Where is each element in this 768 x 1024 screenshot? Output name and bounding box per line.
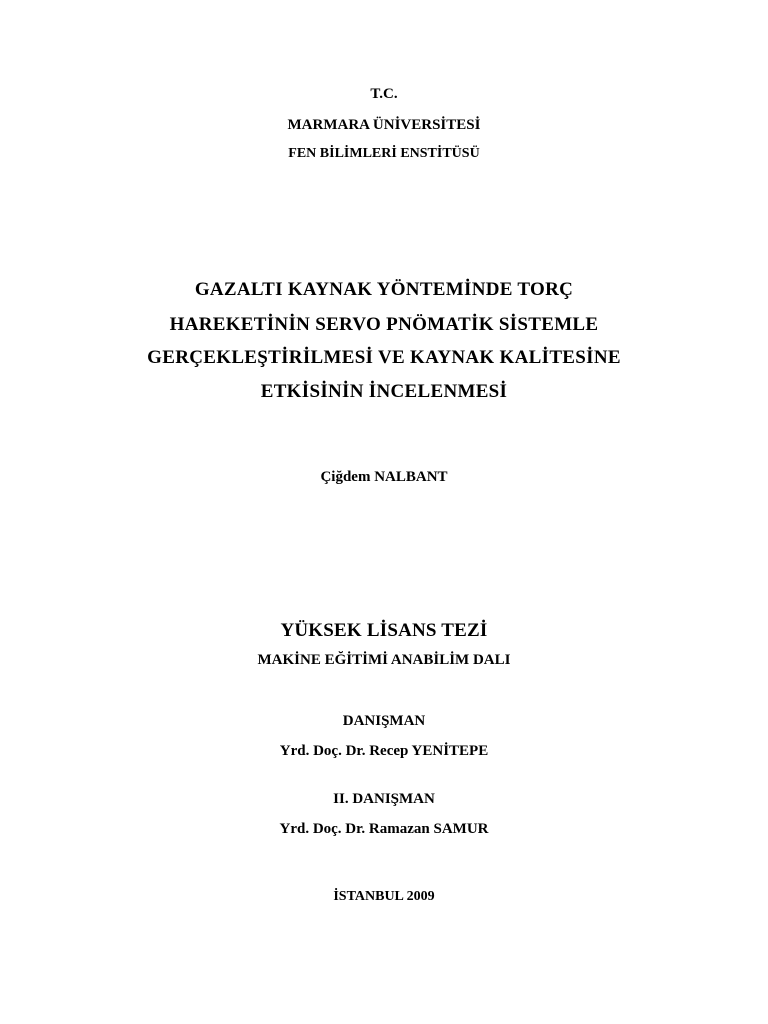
city-and-year: İSTANBUL 2009	[333, 889, 435, 904]
department-name: MAKİNE EĞİTİMİ ANABİLİM DALI	[257, 652, 511, 668]
thesis-title-line-3: GERÇEKLEŞTİRİLMESİ VE KAYNAK KALİTESİNE	[147, 347, 621, 368]
advisor-label: DANIŞMAN	[342, 713, 426, 729]
country-label: T.C.	[370, 86, 398, 102]
thesis-title-line-1: GAZALTI KAYNAK YÖNTEMİNDE TORÇ	[194, 279, 574, 300]
thesis-title-line-2: HAREKETİNİN SERVO PNÖMATİK SİSTEMLE	[169, 314, 599, 335]
second-advisor-label: II. DANIŞMAN	[333, 791, 435, 807]
thesis-title-line-4: ETKİSİNİN İNCELENMESİ	[260, 381, 508, 402]
advisor-name: Yrd. Doç. Dr. Recep YENİTEPE	[279, 743, 489, 759]
university-name: MARMARA ÜNİVERSİTESİ	[287, 117, 481, 133]
second-advisor-name: Yrd. Doç. Dr. Ramazan SAMUR	[279, 821, 489, 837]
author-name: Çiğdem NALBANT	[320, 469, 448, 485]
institute-name: FEN BİLİMLERİ ENSTİTÜSÜ	[288, 146, 480, 161]
degree-title: YÜKSEK LİSANS TEZİ	[280, 620, 488, 641]
